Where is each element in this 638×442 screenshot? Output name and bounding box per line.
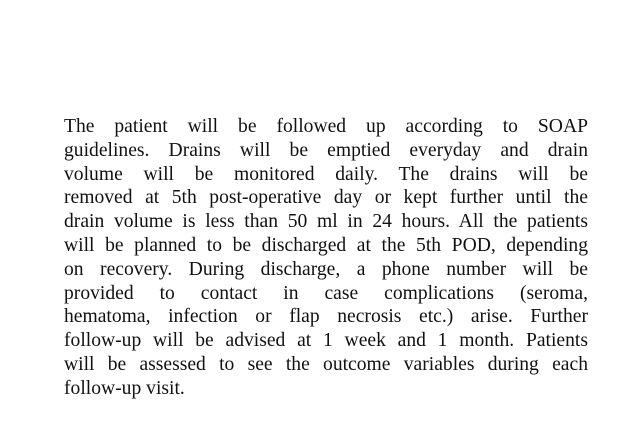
- paragraph-line: guidelines. Drains will be emptied everyday and drain: [64, 139, 588, 161]
- paragraph-line: provided to contact in case complications (seroma,: [64, 282, 588, 304]
- body-paragraph: [64, 115, 588, 401]
- paragraph-line: follow-up visit.: [64, 377, 185, 399]
- paragraph-line: on recovery. During discharge, a phone number will be: [64, 258, 588, 280]
- paragraph-line: The patient will be followed up according to SOAP: [64, 116, 588, 137]
- paragraph-line: hematoma, infection or flap necrosis etc.) arise. Further: [64, 306, 588, 328]
- paragraph-line: will be planned to be discharged at the 5th POD, depending: [64, 234, 588, 256]
- paragraph-line: follow-up will be advised at 1 week and 1 month. Patients: [64, 330, 588, 352]
- paragraph-line: will be assessed to see the outcome variables during each: [64, 353, 588, 375]
- paragraph-line: volume will be monitored daily. The drains will be: [64, 163, 588, 185]
- paragraph-line: drain volume is less than 50 ml in 24 hours. All the patients: [64, 211, 588, 233]
- paragraph-line: removed at 5th post-operative day or kept further until the: [64, 187, 588, 209]
